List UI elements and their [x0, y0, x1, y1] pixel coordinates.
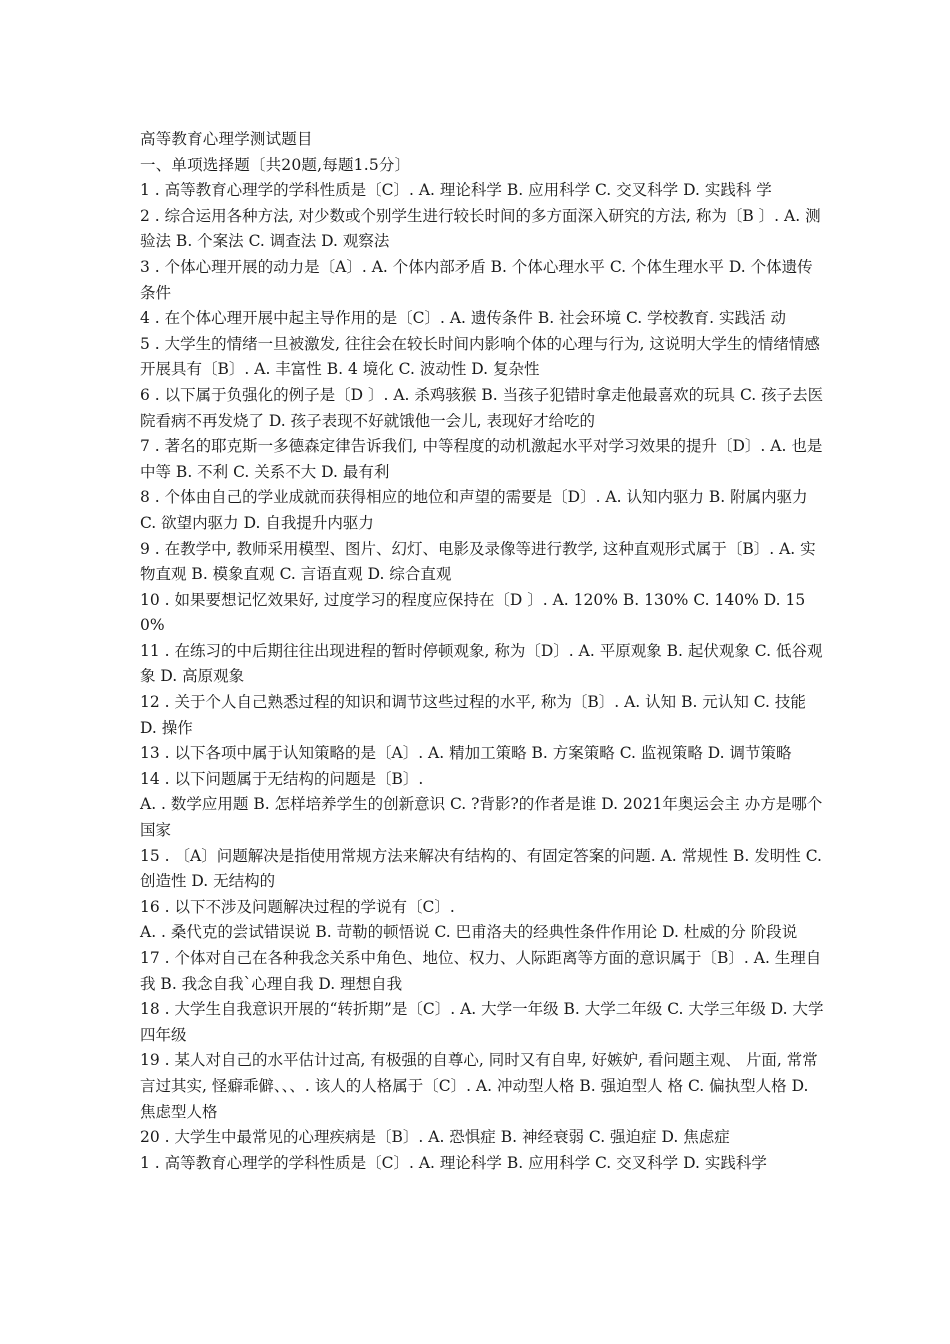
question-6: 6 . 以下属于负强化的例子是〔D 〕. A. 杀鸡骇猴 B. 当孩子犯错时拿走他最喜欢的玩具 C. 孩子去医院看病不再发烧了 D. 孩子表现不好就饿他一会儿, 表现好才给吃的 [140, 385, 824, 430]
question-1-repeat: 1 . 高等教育心理学的学科性质是〔C〕. A. 理论科学 B. 应用科学 C. 交叉科学 D. 实践科学 [140, 1153, 767, 1172]
question-7: 7 . 著名的耶克斯一多德森定律告诉我们, 中等程度的动机激起水平对学习效果的提升〔D〕. A. 也是中等 B. 不利 C. 关系不大 D. 最有利 [140, 437, 823, 481]
question-18: 18 . 大学生自我意识开展的“转折期”是〔C〕. A. 大学一年级 B. 大学二年级 C. 大学三年级 D. 大学四年级 [140, 1000, 824, 1044]
question-4: 4 . 在个体心理开展中起主导作用的是〔C〕. A. 遗传条件 B. 社会环境 C. 学校教育. 实践活 动 [140, 309, 786, 328]
question-8: 8 . 个体由自己的学业成就而获得相应的地位和声望的需要是〔D〕. A. 认知内驱力 B. 附属内驱力 C. 欲望内驱力 D. 自我提升内驱力 [140, 488, 808, 532]
question-9: 9 . 在教学中, 教师采用模型、图片、幻灯、电影及录像等进行教学, 这种直观形式属于〔B〕. A. 实物直观 B. 模象直观 C. 言语直观 D. 综合直观 [140, 539, 816, 584]
document-page [140, 127, 826, 1176]
question-11: 11 . 在练习的中后期往往出现进程的暂时停顿观象, 称为〔D〕. A. 平原观象 B. 起伏观象 C. 低谷观象 D. 高原观象 [140, 641, 823, 686]
question-2: 2 . 综合运用各种方法, 对少数或个别学生进行较长时间的多方面深入研究的方法, 称为〔B 〕. A. 测验法 B. 个案法 C. 调查法 D. 观察法 [140, 206, 821, 251]
question-1: 1 . 高等教育心理学的学科性质是〔C〕. A. 理论科学 B. 应用科学 C. 交叉科学 D. 实践科 学 [140, 181, 772, 200]
question-14-stem: 14 . 以下问题属于无结构的问题是〔B〕. [140, 769, 424, 788]
question-15: 15 . 〔A〕问题解决是指使用常规方法来解决有结构的、有固定答案的问题. A. 常规性 B. 发明性 C. 创造性 D. 无结构的 [140, 846, 822, 891]
question-3: 3 . 个体心理开展的动力是〔A〕. A. 个体内部矛盾 B. 个体心理水平 C. 个体生理水平 D. 个体遗传条件 [140, 257, 813, 302]
question-16-options: A. . 桑代克的尝试错误说 B. 苛勒的顿悟说 C. 巴甫洛夫的经典性条件作用论 D. 杜威的分 阶段说 [140, 923, 798, 942]
question-20: 20 . 大学生中最常见的心理疾病是〔B〕. A. 恐惧症 B. 神经衰弱 C. 强迫症 D. 焦虑症 [140, 1128, 730, 1147]
question-12: 12 . 关于个人自己熟悉过程的知识和调节这些过程的水平, 称为〔B〕. A. 认知 B. 元认知 C. 技能 D. 操作 [140, 693, 806, 737]
document-title: 高等教育心理学测试题目 [140, 130, 313, 148]
question-5: 5 . 大学生的情绪一旦被激发, 往往会在较长时间内影响个体的心理与行为, 这说明大学生的情绪情感开展具有〔B〕. A. 丰富性 B. 4 境化 C. 波动性 D. 复杂性 [140, 334, 820, 379]
question-16-stem: 16 . 以下不涉及问题解决过程的学说有〔C〕. [140, 897, 455, 916]
question-19: 19 . 某人对自己的水平估计过高, 有极强的自尊心, 同时又有自卑, 好嫉妒, 看问题主观、 片面, 常常言过其实, 怪癖乖僻、、、. 该人的人格属于〔C〕. A. 冲动型人格 B. 强迫型人 格 C. 偏执型人格 D. 焦虑型人格 [140, 1051, 818, 1121]
question-14-options: A. . 数学应用题 B. 怎样培养学生的创新意识 C. ?背影?的作者是谁 D. 2021年奥运会主 办方是哪个国家 [140, 795, 823, 840]
section-heading: 一、单项选择题〔共20题,每题1.5分〕 [140, 155, 411, 174]
question-17: 17 . 个体对自己在各种我念关系中角色、地位、权力、人际距离等方面的意识属于〔B〕. A. 生理自我 B. 我念自我`心理自我 D. 理想自我 [140, 949, 822, 993]
question-13: 13 . 以下各项中属于认知策略的是〔A〕. A. 精加工策略 B. 方案策略 C. 监视策略 D. 调节策略 [140, 744, 792, 763]
question-10: 10 . 如果要想记忆效果好, 过度学习的程度应保持在〔D 〕. A. 120% B. 130% C. 140% D. 150% [140, 590, 806, 635]
